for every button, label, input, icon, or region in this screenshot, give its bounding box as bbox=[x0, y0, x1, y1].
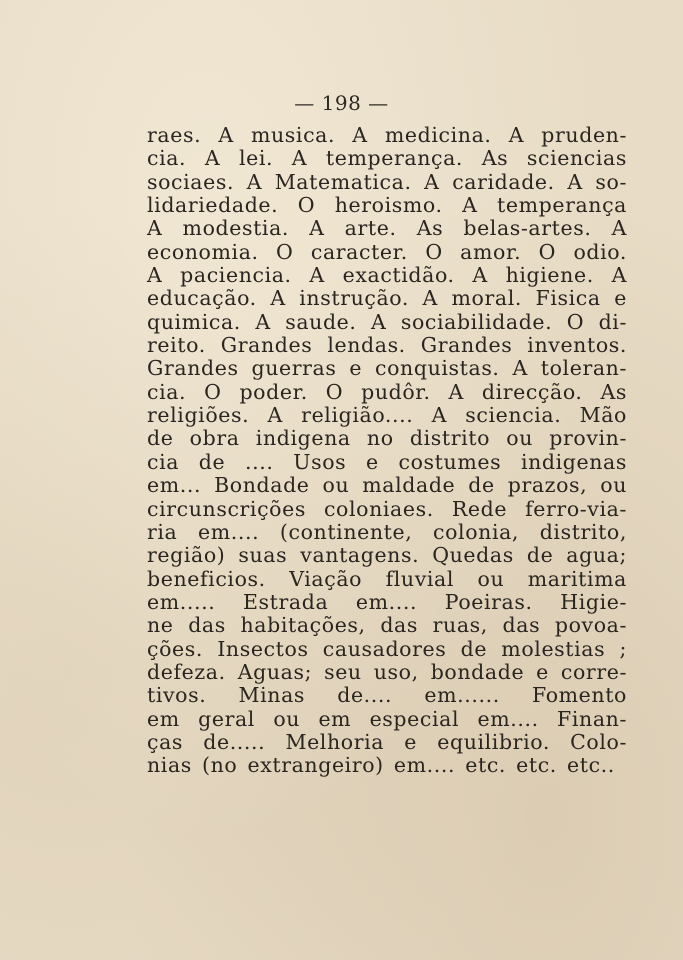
text-line: ne das habitações, das ruas, das povoa- bbox=[147, 613, 627, 638]
text-line: cia de .... Usos e costumes indigenas bbox=[147, 449, 627, 474]
page-number: — 198 — bbox=[294, 91, 389, 115]
text-line: em geral ou em especial em.... Finan- bbox=[147, 706, 627, 731]
text-line: A modestia. A arte. As belas-artes. A bbox=[147, 216, 627, 241]
text-line: quimica. A saude. A sociabilidade. O di- bbox=[147, 309, 627, 334]
text-line: cia. O poder. O pudôr. A direcção. As bbox=[147, 379, 627, 404]
text-line: sociaes. A Matematica. A caridade. A so- bbox=[147, 169, 627, 194]
text-line: raes. A musica. A medicina. A pruden- bbox=[147, 123, 627, 147]
text-line: defeza. Aguas; seu uso, bondade e corre- bbox=[147, 659, 627, 684]
text-line: ças de..... Melhoria e equilibrio. Colo- bbox=[147, 729, 627, 754]
text-line: religiões. A religião.... A sciencia. Mão bbox=[147, 403, 627, 428]
text-line: ções. Insectos causadores de molestias ; bbox=[147, 636, 627, 661]
text-line: reito. Grandes lendas. Grandes inventos. bbox=[147, 333, 627, 358]
text-line: tivos. Minas de.... em...... Fomento bbox=[147, 683, 627, 708]
text-line: circunscrições coloniaes. Rede ferro-via- bbox=[147, 496, 627, 521]
text-line: região) suas vantagens. Quedas de agua; bbox=[147, 543, 627, 568]
text-line: ria em.... (continente, colonia, distrito, bbox=[147, 519, 627, 544]
text-line: economia. O caracter. O amor. O odio. bbox=[147, 239, 627, 264]
text-line: nias (no extrangeiro) em.... etc. etc. etc.. bbox=[147, 753, 615, 778]
text-line: cia. A lei. A temperança. As sciencias bbox=[147, 146, 627, 171]
text-line: beneficios. Viação fluvial ou maritima bbox=[147, 566, 627, 591]
text-line: educação. A instrução. A moral. Fisica e bbox=[147, 286, 627, 311]
text-line: de obra indigena no distrito ou provin- bbox=[147, 426, 627, 451]
text-line: Grandes guerras e conquistas. A toleran- bbox=[147, 356, 627, 381]
text-line: A paciencia. A exactidão. A higiene. A bbox=[147, 263, 627, 288]
text-line: em..... Estrada em.... Poeiras. Higie- bbox=[147, 589, 627, 614]
text-line: lidariedade. O heroismo. A temperança bbox=[147, 193, 627, 218]
text-line: em... Bondade ou maldade de prazos, ou bbox=[147, 473, 627, 498]
body-text bbox=[147, 124, 627, 778]
